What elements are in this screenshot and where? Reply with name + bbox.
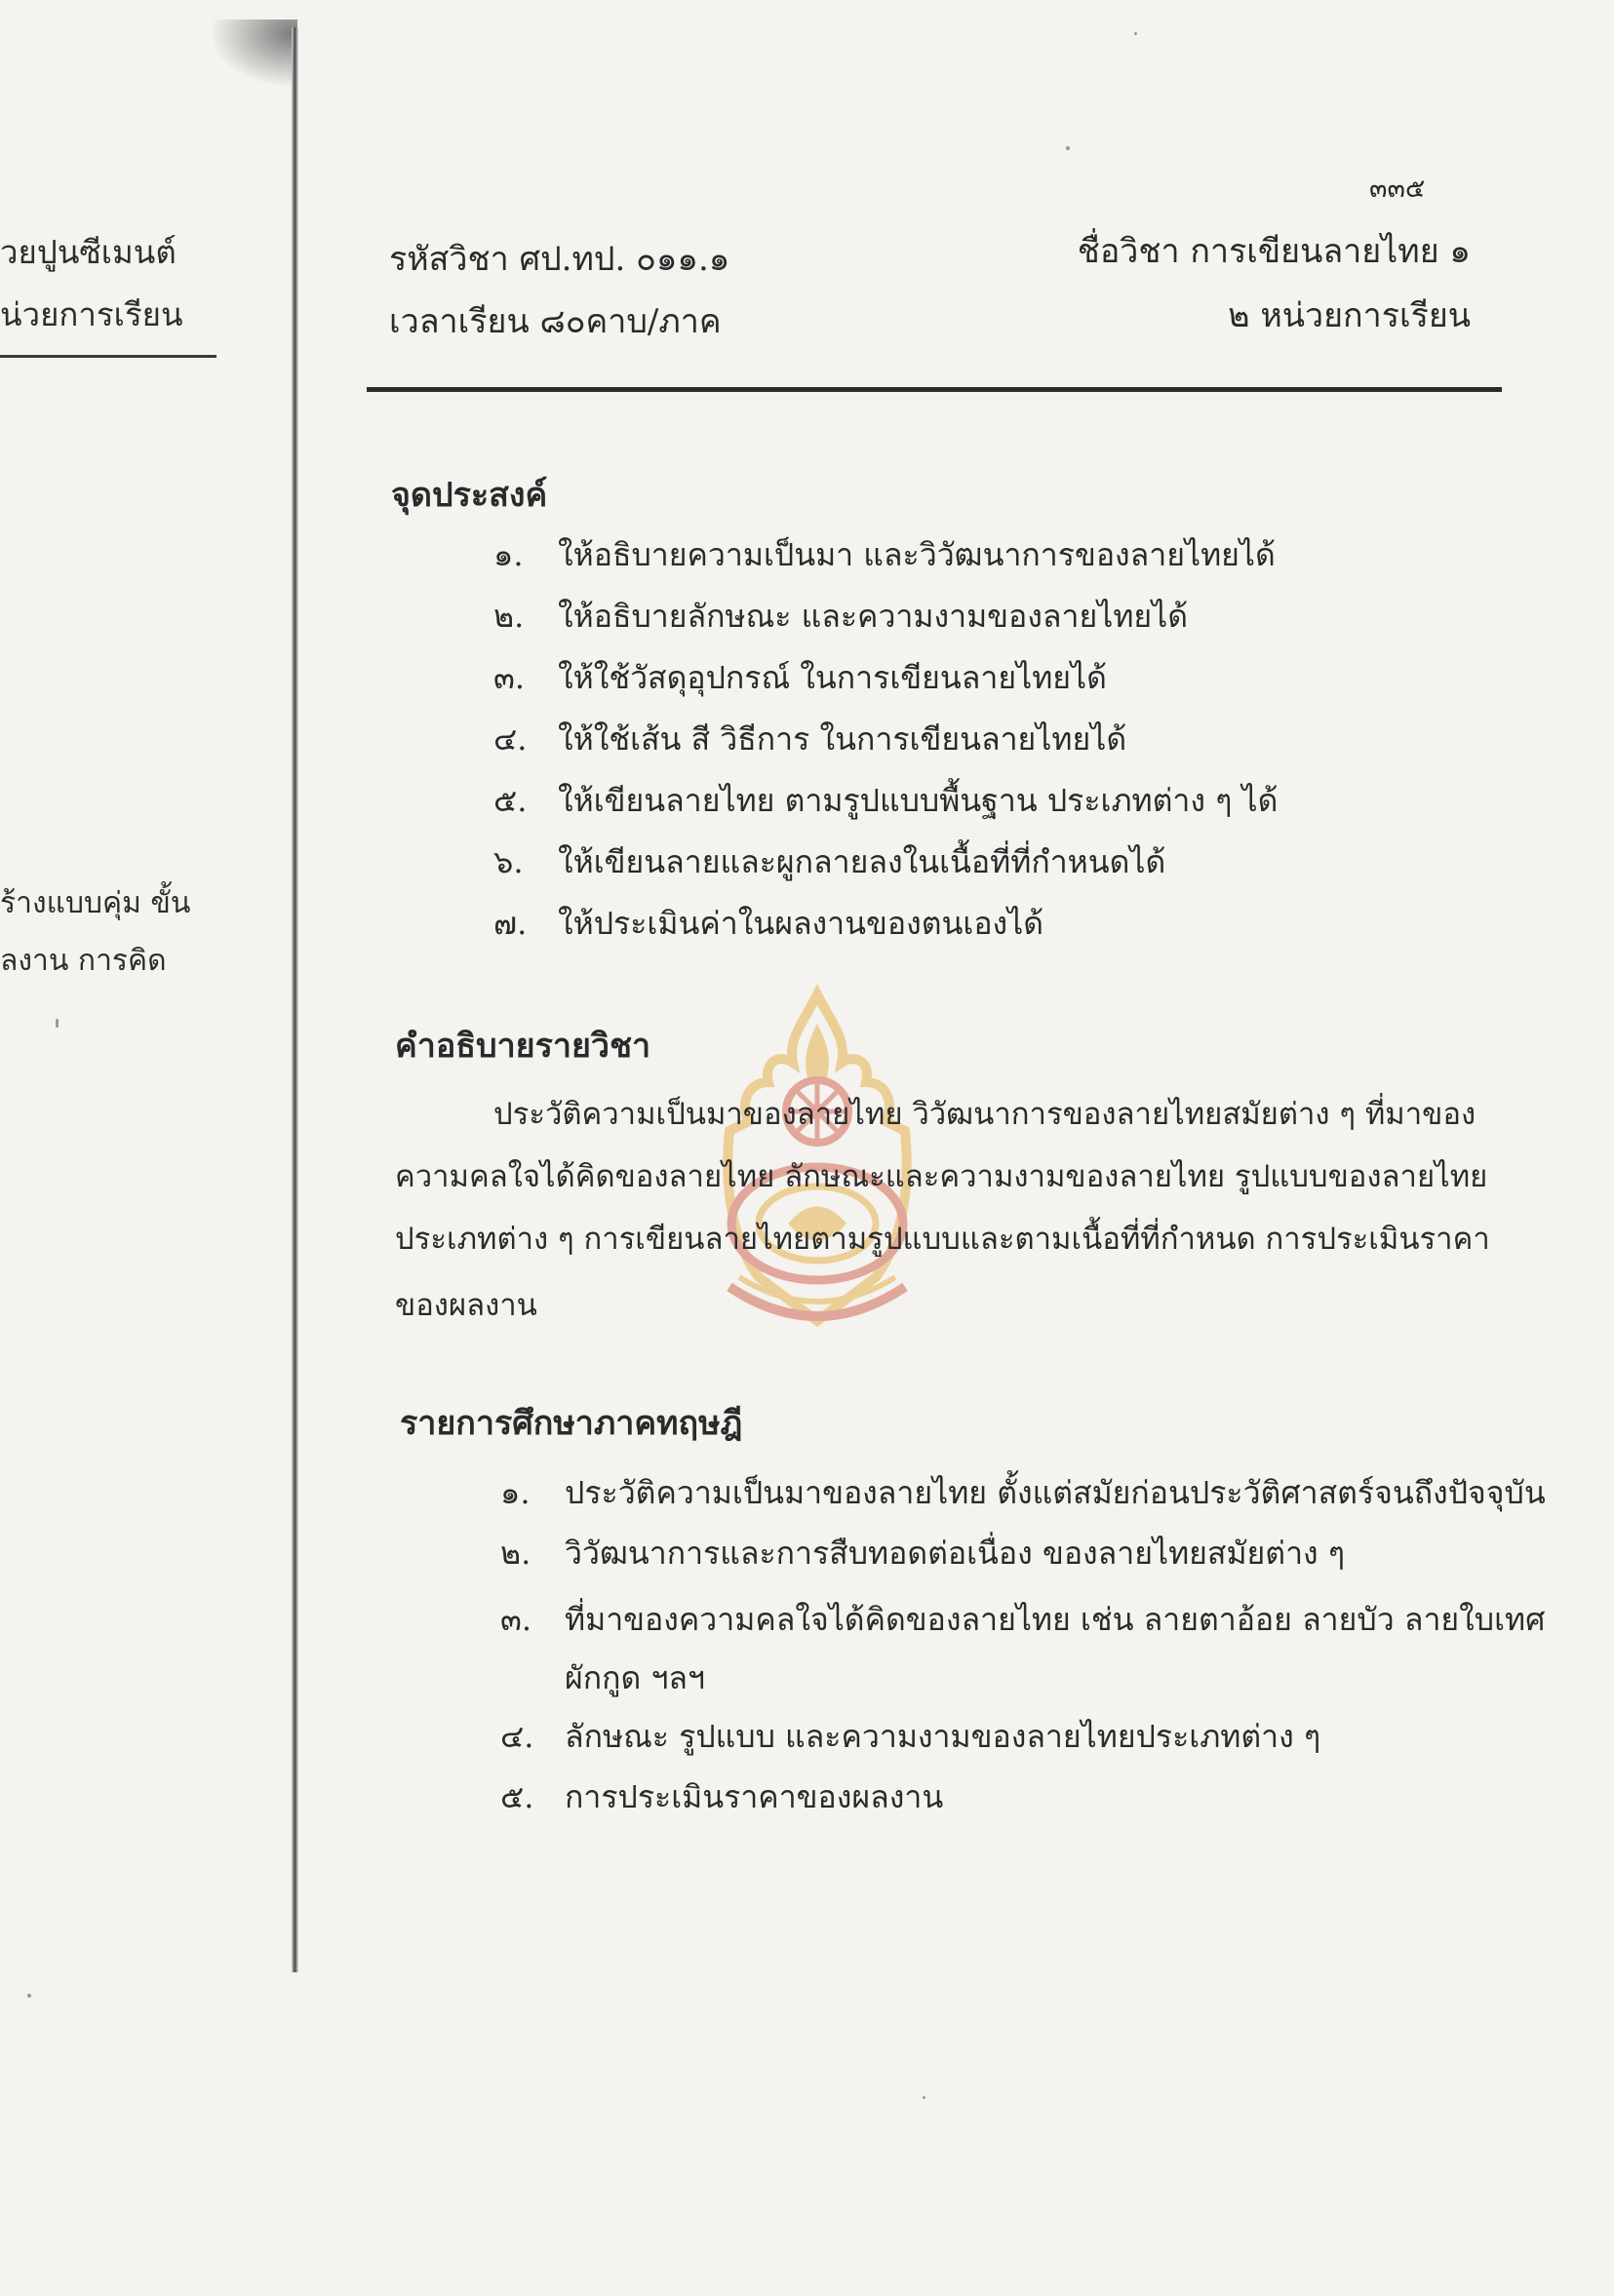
objectives-heading: จุดประสงค์	[391, 476, 548, 515]
left-page-text-2: น่วยการเรียน	[0, 295, 183, 333]
theory-text: ประวัติความเป็นมาของลายไทย ตั้งแต่สมัยก่อนประวัติศาสตร์จนถึงปัจจุบัน	[565, 1474, 1546, 1511]
theory-text: ลักษณะ รูปแบบ และความงามของลายไทยประเภทต่าง ๆ	[565, 1718, 1321, 1755]
theory-item	[500, 1654, 705, 1703]
objective-number: ๖.	[493, 843, 524, 880]
theory-number: ๒.	[500, 1535, 531, 1572]
left-page-rule	[0, 355, 217, 358]
objective-number: ๕.	[493, 782, 528, 819]
binding-gutter-line	[292, 27, 298, 1972]
study-time: เวลาเรียน ๘๐คาบ/ภาค	[389, 302, 722, 341]
scan-speck	[1134, 32, 1137, 35]
objective-item	[493, 592, 1188, 642]
theory-text: การประเมินราคาของผลงาน	[565, 1778, 944, 1815]
description-line: ประเภทต่าง ๆ การเขียนลายไทยตามรูปแบบและตามเนื้อที่ที่กำหนด การประเมินราคา	[395, 1222, 1490, 1257]
course-code: รหัสวิชา ศป.ทป. ๐๑๑.๑	[389, 240, 730, 279]
objective-text: ให้เขียนลายและผูกลายลงในเนื้อที่ที่กำหนดได้	[558, 843, 1166, 880]
objective-item	[493, 837, 1165, 887]
left-page-text-4: ลงาน การคิด	[0, 944, 167, 978]
theory-item	[500, 1595, 1545, 1645]
page-number: ๓๓๕	[1369, 174, 1426, 204]
description-line: ประวัติความเป็นมาของลายไทย วิวัฒนาการของลายไทยสมัยต่าง ๆ ที่มาของ	[493, 1097, 1476, 1132]
scan-speck	[1066, 146, 1070, 150]
theory-number: ๑.	[500, 1474, 531, 1511]
description-line: ของผลงาน	[395, 1288, 537, 1323]
theory-item	[500, 1529, 1345, 1578]
objective-item	[493, 653, 1107, 703]
description-line: ความคลใจได้คิดของลายไทย ลักษณะและความงามของลายไทย รูปแบบของลายไทย	[395, 1159, 1488, 1194]
header-rule	[367, 387, 1502, 392]
objective-text: ให้เขียนลายไทย ตามรูปแบบพื้นฐาน ประเภทต่าง ๆ ได้	[558, 782, 1279, 819]
objective-number: ๓.	[493, 659, 526, 696]
theory-text: ที่มาของความคลใจได้คิดของลายไทย เช่น ลายตาอ้อย ลายบัว ลายใบเทศ	[565, 1601, 1546, 1638]
objective-item	[493, 899, 1043, 949]
description-heading: คำอธิบายรายวิชา	[395, 1027, 651, 1066]
scan-speck	[56, 1019, 59, 1028]
objective-item	[493, 776, 1278, 826]
theory-item	[500, 1712, 1320, 1762]
theory-number: ๔.	[500, 1718, 534, 1755]
theory-item	[500, 1468, 1546, 1518]
course-credits: ๒ หน่วยการเรียน	[1228, 296, 1471, 335]
binding-shadow	[210, 19, 297, 88]
theory-text: วิวัฒนาการและการสืบทอดต่อเนื่อง ของลายไทยสมัยต่าง ๆ	[565, 1535, 1346, 1572]
theory-number: ๓.	[500, 1601, 532, 1638]
course-name: ชื่อวิชา การเขียนลายไทย ๑	[1077, 232, 1471, 271]
scan-speck	[923, 2096, 925, 2099]
theory-heading: รายการศึกษาภาคทฤษฎี	[400, 1404, 743, 1443]
objective-number: ๔.	[493, 720, 528, 758]
objective-number: ๒.	[493, 598, 525, 635]
objective-text: ให้ประเมินค่าในผลงานของตนเองได้	[558, 905, 1044, 942]
objective-text: ให้ใช้วัสดุอุปกรณ์ ในการเขียนลายไทยได้	[558, 659, 1107, 696]
objective-text: ให้อธิบายลักษณะ และความงามของลายไทยได้	[558, 598, 1189, 635]
objective-text: ให้อธิบายความเป็นมา และวิวัฒนาการของลายไทยได้	[558, 536, 1276, 573]
objective-item	[493, 530, 1276, 580]
theory-item	[500, 1772, 943, 1822]
objective-number: ๑.	[493, 536, 524, 573]
theory-number: ๕.	[500, 1778, 534, 1815]
objective-number: ๗.	[493, 905, 528, 942]
left-page-text-1: วยปูนซีเมนต์	[0, 233, 177, 271]
objective-text: ให้ใช้เส้น สี วิธีการ ในการเขียนลายไทยได้	[558, 720, 1127, 758]
theory-text: ผักกูด ฯลฯ	[565, 1659, 705, 1696]
scan-speck	[27, 1994, 31, 1998]
objective-item	[493, 715, 1126, 764]
left-page-text-3: ร้างแบบคุ่ม ขั้น	[0, 886, 191, 920]
